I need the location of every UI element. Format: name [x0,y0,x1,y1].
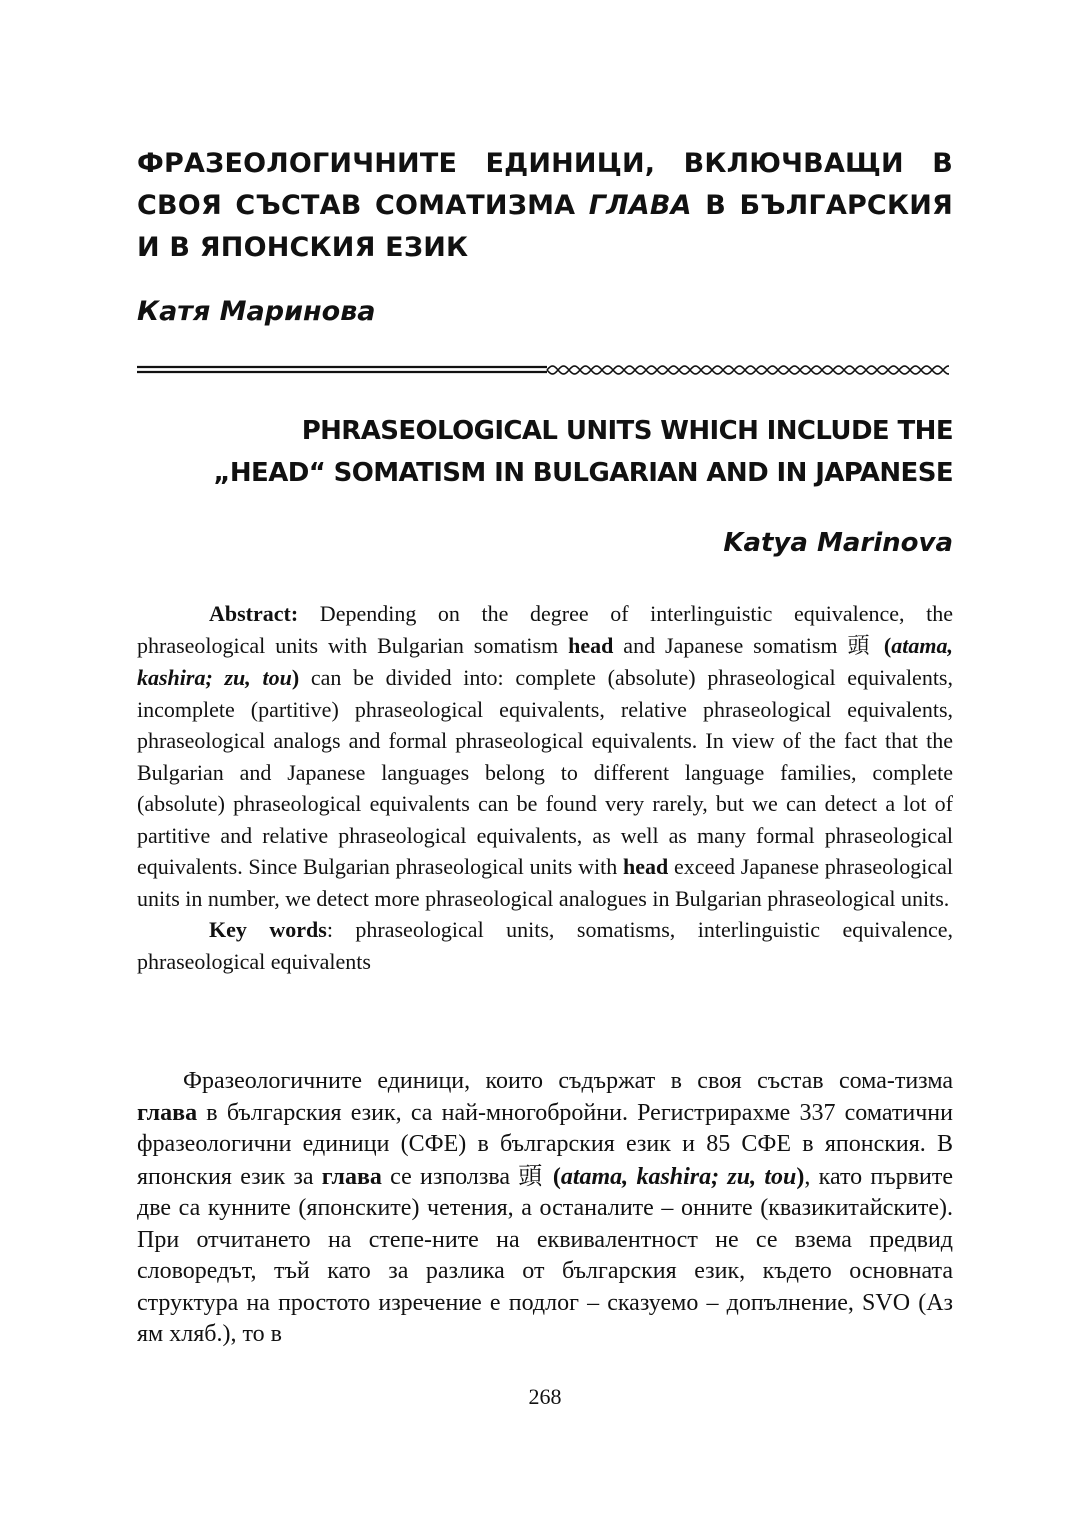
abstract-paragraph: Abstract: Depending on the degree of interlinguistic equivalence, the phraseological units with Bulgarian somatism head and Japanese somatism 頭 (atama, kashira; zu, tou) can be divided into: complete (absolute) phraseological equivalents, incomplete (partitive) phraseological equivalents, relative phraseological equivalents, phraseological analogs and formal phraseological equivalents. In view of the fact that the Bulgarian and Japanese languages belong to different language families, complete (absolute) phraseological equivalents can be found very rarely, but we can detect a lot of partitive and relative phraseological equivalents, as well as many formal phraseological equivalents. Since Bulgarian phraseological units with head exceed Japanese phraseological units in number, we detect more phraseological analogues in Bulgarian phraseological units. [137,601,953,911]
page-number: 268 [528,1384,562,1409]
keywords-label: Key words [209,917,327,942]
author-english: Katya Marinova [723,528,953,558]
title-english [137,410,953,494]
body-paragraph: Фразеологичните единици, които съдържат в своя състав сома-тизма глава в българския език, са най-многобройни. Регистрирахме 337 соматични фразеологични единици (СФЕ) в българския език и 85 СФЕ в японския. В японския език за глава се използва 頭 (atama, kashira; zu, tou), като първите две са кунните (японските) четения, а останалите – онните (квазикитайските). При отчитането на степе-ните на еквивалентност не се взема предвид словоредът, тъй като за разлика от българския език, където основната структура на простото изречение е подлог – сказуемо – допълнение, SVO (Аз ям хляб.), то в [137,1068,954,1347]
page [137,0,953,1530]
author-bulgarian: Катя Маринова [137,296,376,327]
abstract-label: Abstract: [209,601,299,626]
abstract [137,598,953,977]
body-text [137,1066,953,1351]
title-english-line-2: „HEAD“ SOMATISM IN BULGARIAN AND IN JAPANESE [213,458,953,488]
ornamental-divider [137,362,953,378]
title-english-line-1: PHRASEOLOGICAL UNITS WHICH INCLUDE THE [301,416,953,446]
keywords-paragraph: Key words: phraseological units, somatisms, interlinguistic equivalence, phraseological equivalents [137,917,954,974]
kanji-head: 頭 [847,633,874,659]
title-bulgarian-italic: ГЛАВА [588,190,692,221]
kanji-head: 頭 [518,1161,545,1190]
title-bulgarian: ФРАЗЕОЛОГИЧНИТЕ ЕДИНИЦИ, ВКЛЮЧВАЩИ В СВОЯ СЪСТАВ СОМАТИЗМА ГЛАВА В БЪЛГАРСКИЯ И В ЯПОНСКИЯ ЕЗИК [137,148,953,263]
